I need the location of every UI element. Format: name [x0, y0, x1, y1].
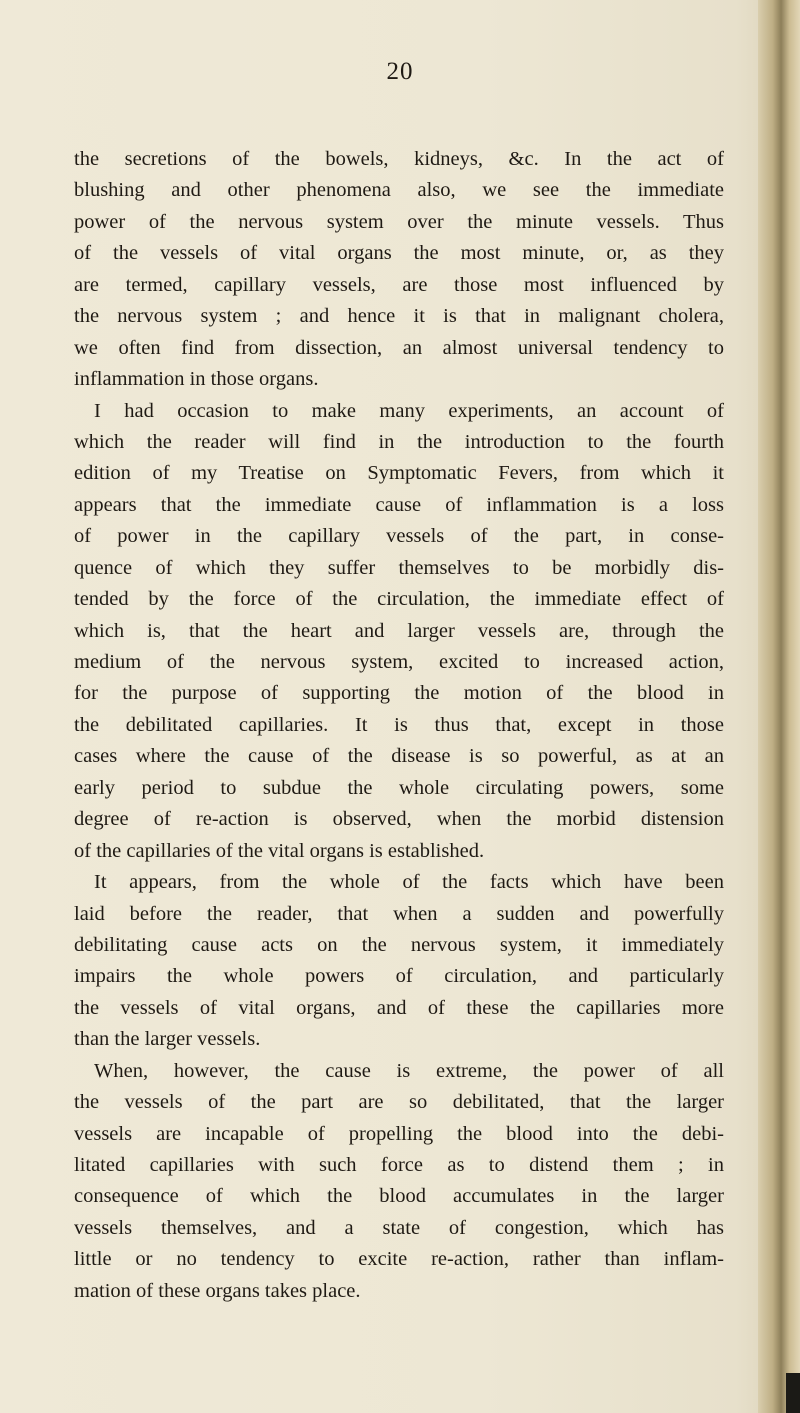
- text-line: When, however, the cause is extreme, the power of all: [94, 1059, 724, 1082]
- text-line: the vessels of the part are so debilitated, that the larger: [74, 1091, 724, 1114]
- text-line: the debilitated capillaries. It is thus that, except in those: [74, 713, 724, 736]
- text-line: of the capillaries of the vital organs is established.: [74, 839, 485, 862]
- text-line: laid before the reader, that when a sudden and powerfully: [74, 902, 724, 925]
- text-line: consequence of which the blood accumulates in the larger: [74, 1185, 724, 1208]
- text-line: power of the nervous system over the minute vessels. Thus: [74, 210, 724, 233]
- page-number: 20: [386, 58, 414, 85]
- text-line: mation of these organs takes place.: [74, 1279, 361, 1302]
- text-line: appears that the immediate cause of inflammation is a loss: [74, 493, 724, 516]
- text-line: blushing and other phenomena also, we see the immediate: [74, 179, 724, 202]
- binding-edge: [786, 1373, 800, 1413]
- text-line: litated capillaries with such force as to distend them ; in: [74, 1154, 724, 1176]
- text-line: the vessels of vital organs, and of these the capillaries more: [74, 996, 724, 1019]
- text-line: quence of which they suffer themselves to be morbidly dis-: [74, 556, 724, 579]
- text-line: It appears, from the whole of the facts which have been: [94, 871, 724, 894]
- text-line: degree of re-action is observed, when the morbid distension: [74, 808, 724, 831]
- text-line: which the reader will find in the introduction to the fourth: [74, 430, 724, 453]
- text-line: of the vessels of vital organs the most minute, or, as they: [74, 242, 724, 265]
- text-line: tended by the force of the circulation, the immediate effect of: [74, 588, 724, 611]
- text-line: early period to subdue the whole circulating powers, some: [74, 776, 724, 799]
- book-gutter-shadow: [758, 0, 800, 1413]
- text-line: impairs the whole powers of circulation, and particularly: [74, 965, 724, 988]
- text-line: vessels themselves, and a state of congestion, which has: [74, 1216, 724, 1239]
- text-line: than the larger vessels.: [74, 1028, 261, 1051]
- text-line: I had occasion to make many experiments, an account of: [94, 399, 724, 422]
- text-line: cases where the cause of the disease is so powerful, as at an: [74, 745, 724, 768]
- text-line: edition of my Treatise on Symptomatic Fevers, from which it: [74, 462, 724, 485]
- text-line: are termed, capillary vessels, are those most influenced by: [74, 273, 724, 296]
- body-text: [74, 144, 724, 1307]
- text-line: of power in the capillary vessels of the part, in conse-: [74, 525, 724, 548]
- text-line: which is, that the heart and larger vessels are, through the: [74, 619, 724, 642]
- text-line: little or no tendency to excite re-action, rather than inflam-: [74, 1248, 724, 1271]
- text-line: the nervous system ; and hence it is that in malignant cholera,: [74, 305, 724, 328]
- text-line: debilitating cause acts on the nervous system, it immediately: [74, 933, 724, 956]
- text-line: inflammation in those organs.: [74, 368, 319, 391]
- text-line: for the purpose of supporting the motion of the blood in: [74, 682, 724, 705]
- text-line: the secretions of the bowels, kidneys, &c. In the act of: [74, 148, 724, 170]
- text-line: we often find from dissection, an almost universal tendency to: [74, 336, 724, 359]
- text-line: medium of the nervous system, excited to increased action,: [74, 651, 724, 673]
- text-line: vessels are incapable of propelling the blood into the debi-: [74, 1122, 724, 1145]
